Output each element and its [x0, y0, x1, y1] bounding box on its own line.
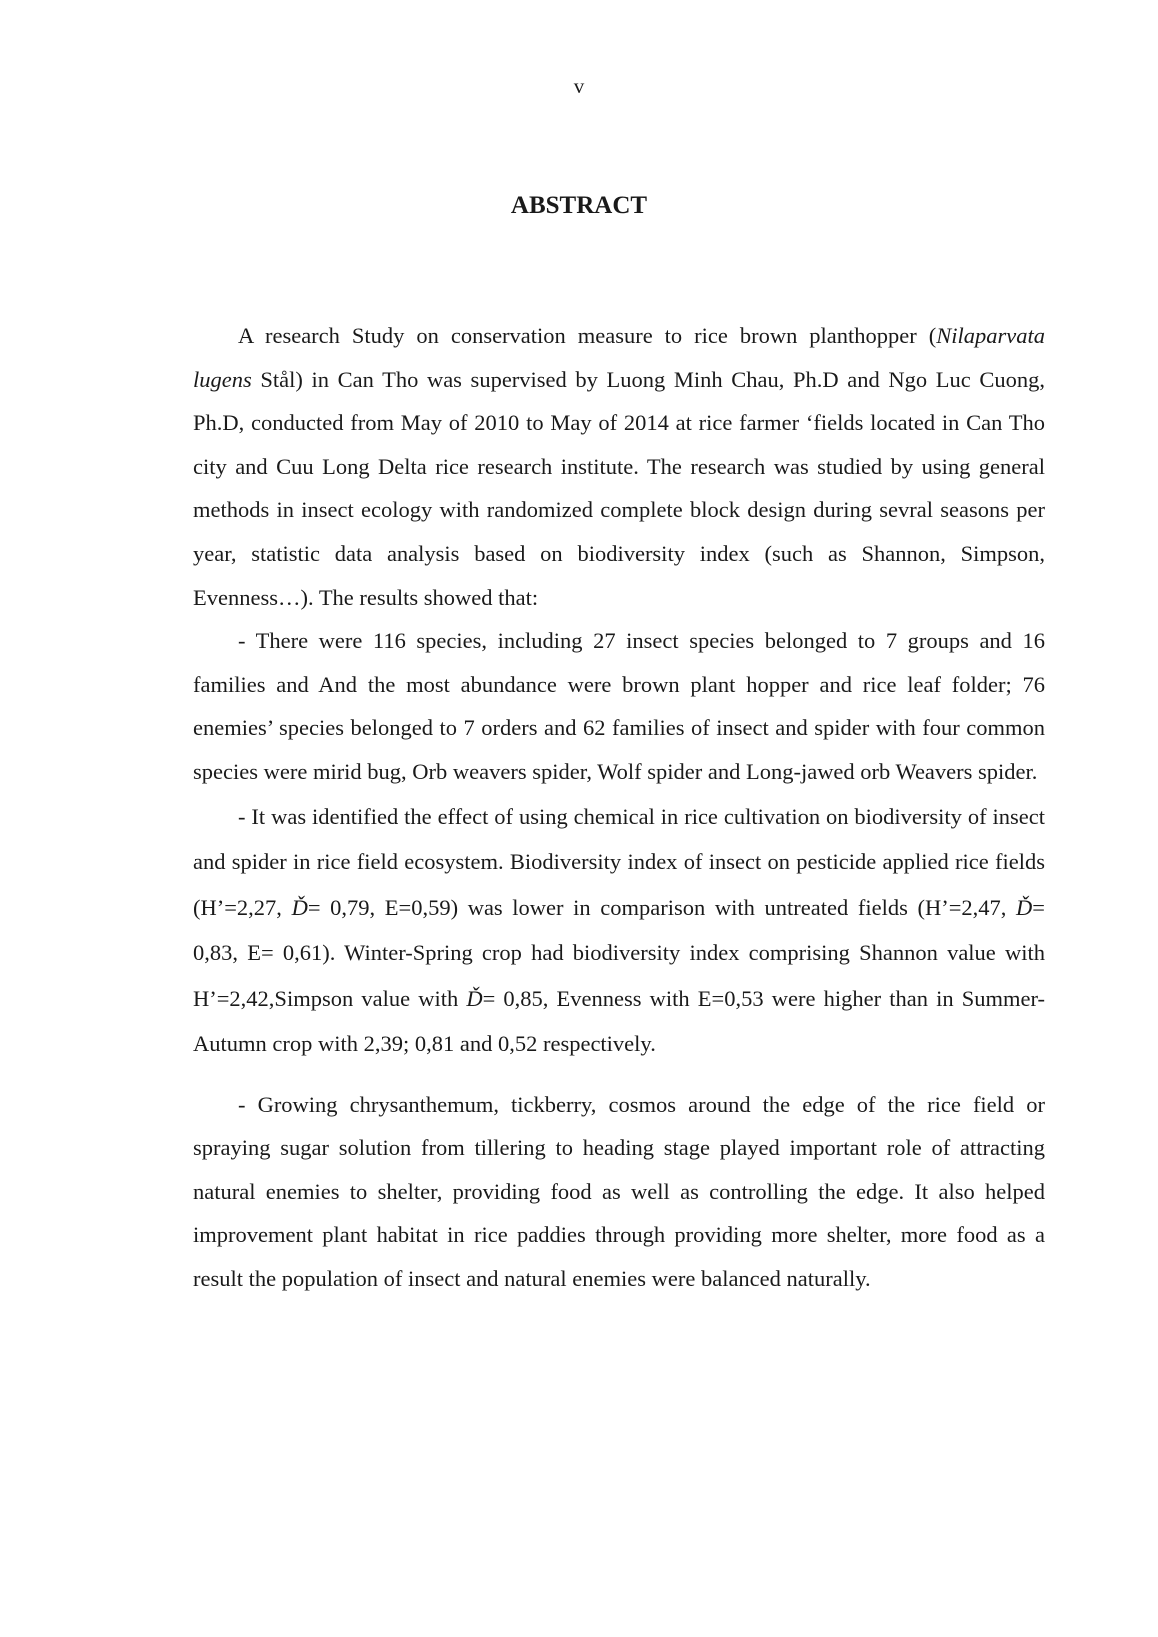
paragraph-intro: [193, 314, 1045, 619]
abstract-body: [193, 314, 1045, 1301]
page-number: v: [573, 74, 585, 98]
chemical-part-3: = 0,83, E= 0,61). Winter-Spring crop had biodiversity index comprising Shannon value with H’=2,42,Simpson value with: [193, 894, 1045, 1011]
intro-lead: A research Study on conservation measure to rice brown planthopper (: [238, 323, 937, 348]
page-title: ABSTRACT: [510, 192, 648, 219]
intro-rest: Stål) in Can Tho was supervised by Luong Minh Chau, Ph.D and Ngo Luc Cuong, Ph.D, conducted from May of 2010 to May of 2014 at rice farmer ‘fields located in Can Tho city and Cuu Long Delta rice research institute. The research was studied by using general methods in insect ecology with randomized complete block design during sevral seasons per year, statistic data analysis based on biodiversity index (such as Shannon, Simpson, Evenness…). The results showed that:: [193, 366, 1045, 610]
paragraph-species-count: - There were 116 species, including 27 insect species belonged to 7 groups and 16 families and And the most abundance were brown plant hopper and rice leaf folder; 76 enemies’ species belonged to 7 orders and 62 families of insect and spider with four common species were mirid bug, Orb weavers spider, Wolf spider and Long-jawed orb Weavers spider.: [193, 628, 1045, 784]
species-name: Nilaparvata lugens: [193, 323, 1045, 392]
chemical-part-1: - It was identified the effect of using chemical in rice cultivation on biodiversity of insect and spider in rice field ecosystem. Biodiversity index of insect on pesticide applied rice fields (H’=2,27,: [193, 803, 1045, 920]
simpson-symbol: Ď: [466, 985, 483, 1011]
simpson-symbol: Ď: [291, 894, 308, 920]
chemical-part-2: = 0,79, E=0,59) was lower in comparison with untreated fields (H’=2,47,: [307, 894, 1017, 920]
chemical-part-4: = 0,85, Evenness with E=0,53 were higher than in Summer-Autumn crop with 2,39; 0,81 and 0,52 respectively.: [193, 985, 1045, 1057]
paragraph-habitat: - Growing chrysanthemum, tickberry, cosmos around the edge of the rice field or spraying sugar solution from tillering to heading stage played important role of attracting natural enemies to shelter, providing food as well as controlling the edge. It also helped improvement plant habitat in rice paddies through providing more shelter, more food as a result the population of insect and natural enemies were balanced naturally.: [193, 1091, 1045, 1291]
paragraph-chemical-effect: [193, 794, 1045, 1067]
simpson-symbol: Ď: [1016, 894, 1033, 920]
